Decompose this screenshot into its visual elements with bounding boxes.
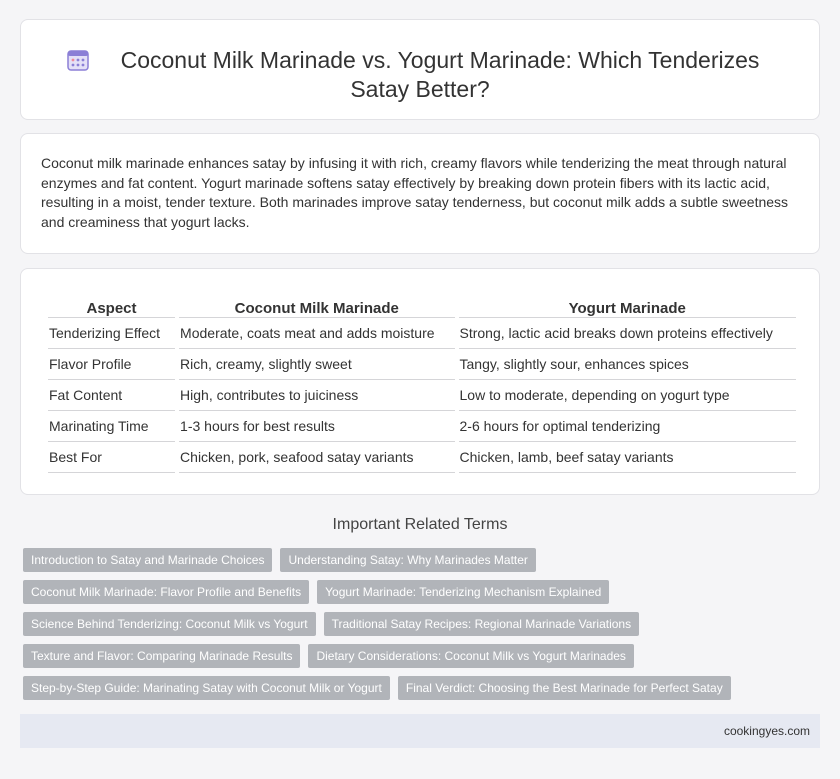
comparison-table	[44, 295, 800, 473]
table-cell: Tenderizing Effect	[48, 318, 175, 349]
related-term-tag[interactable]: Step-by-Step Guide: Marinating Satay with Coconut Milk or Yogurt	[23, 676, 390, 700]
header-card	[20, 19, 820, 120]
related-term-tag[interactable]: Traditional Satay Recipes: Regional Marinade Variations	[324, 612, 640, 636]
table-cell: Strong, lactic acid breaks down proteins effectively	[459, 318, 797, 349]
table-cell: Fat Content	[48, 380, 175, 411]
table-row	[48, 380, 796, 411]
related-term-tag[interactable]: Coconut Milk Marinade: Flavor Profile and Benefits	[23, 580, 309, 604]
table-cell: 1-3 hours for best results	[179, 411, 454, 442]
tag-row	[23, 580, 823, 612]
intro-card	[20, 133, 820, 254]
footer-site-link[interactable]: cookingyes.com	[723, 724, 810, 738]
table-cell: Flavor Profile	[48, 349, 175, 380]
related-term-tag[interactable]: Texture and Flavor: Comparing Marinade Results	[23, 644, 300, 668]
table-cell: Rich, creamy, slightly sweet	[179, 349, 454, 380]
tag-row	[23, 676, 823, 708]
related-term-tag[interactable]: Science Behind Tenderizing: Coconut Milk vs Yogurt	[23, 612, 316, 636]
footer-bar	[20, 714, 820, 748]
related-term-tag[interactable]: Final Verdict: Choosing the Best Marinade for Perfect Satay	[398, 676, 731, 700]
table-header-aspect: Aspect	[48, 295, 175, 318]
table-header-coconut: Coconut Milk Marinade	[179, 295, 454, 318]
table-cell: Moderate, coats meat and adds moisture	[179, 318, 454, 349]
table-header-yogurt: Yogurt Marinade	[459, 295, 797, 318]
related-term-tag[interactable]: Understanding Satay: Why Marinades Matter	[280, 548, 535, 572]
table-row	[48, 318, 796, 349]
table-row	[48, 349, 796, 380]
table-header-row	[48, 295, 796, 318]
table-cell: 2-6 hours for optimal tenderizing	[459, 411, 797, 442]
table-row	[48, 411, 796, 442]
page-title-line-1: Coconut Milk Marinade vs. Yogurt Marinade: Which Tenderizes	[120, 47, 760, 73]
table-cell: Chicken, lamb, beef satay variants	[459, 442, 797, 473]
table-cell: High, contributes to juiciness	[179, 380, 454, 411]
intro-paragraph: Coconut milk marinade enhances satay by infusing it with rich, creamy flavors while tenderizing the meat through natural enzymes and fat content. Yogurt marinade softens satay effectively by breaking down protein fibers with its lactic acid, resulting in a moist, tender texture. Both marinades improve satay tenderness, but coconut milk adds a subtle sweetness and creaminess that yogurt lacks.	[41, 155, 789, 230]
tag-row	[23, 548, 823, 580]
table-cell: Marinating Time	[48, 411, 175, 442]
table-cell: Chicken, pork, seafood satay variants	[179, 442, 454, 473]
table-cell: Tangy, slightly sour, enhances spices	[459, 349, 797, 380]
tag-row	[23, 612, 823, 644]
related-terms-title: Important Related Terms	[332, 516, 508, 533]
related-term-tag[interactable]: Introduction to Satay and Marinade Choices	[23, 548, 272, 572]
related-term-tag[interactable]: Dietary Considerations: Coconut Milk vs Yogurt Marinades	[308, 644, 633, 668]
related-terms-list	[23, 548, 823, 708]
table-cell: Low to moderate, depending on yogurt type	[459, 380, 797, 411]
page-title-line-2: Satay Better?	[350, 76, 490, 102]
table-row	[48, 442, 796, 473]
table-cell: Best For	[48, 442, 175, 473]
related-term-tag[interactable]: Yogurt Marinade: Tenderizing Mechanism Explained	[317, 580, 609, 604]
comparison-card	[20, 268, 820, 495]
tag-row	[23, 644, 823, 676]
page-title	[21, 46, 819, 104]
